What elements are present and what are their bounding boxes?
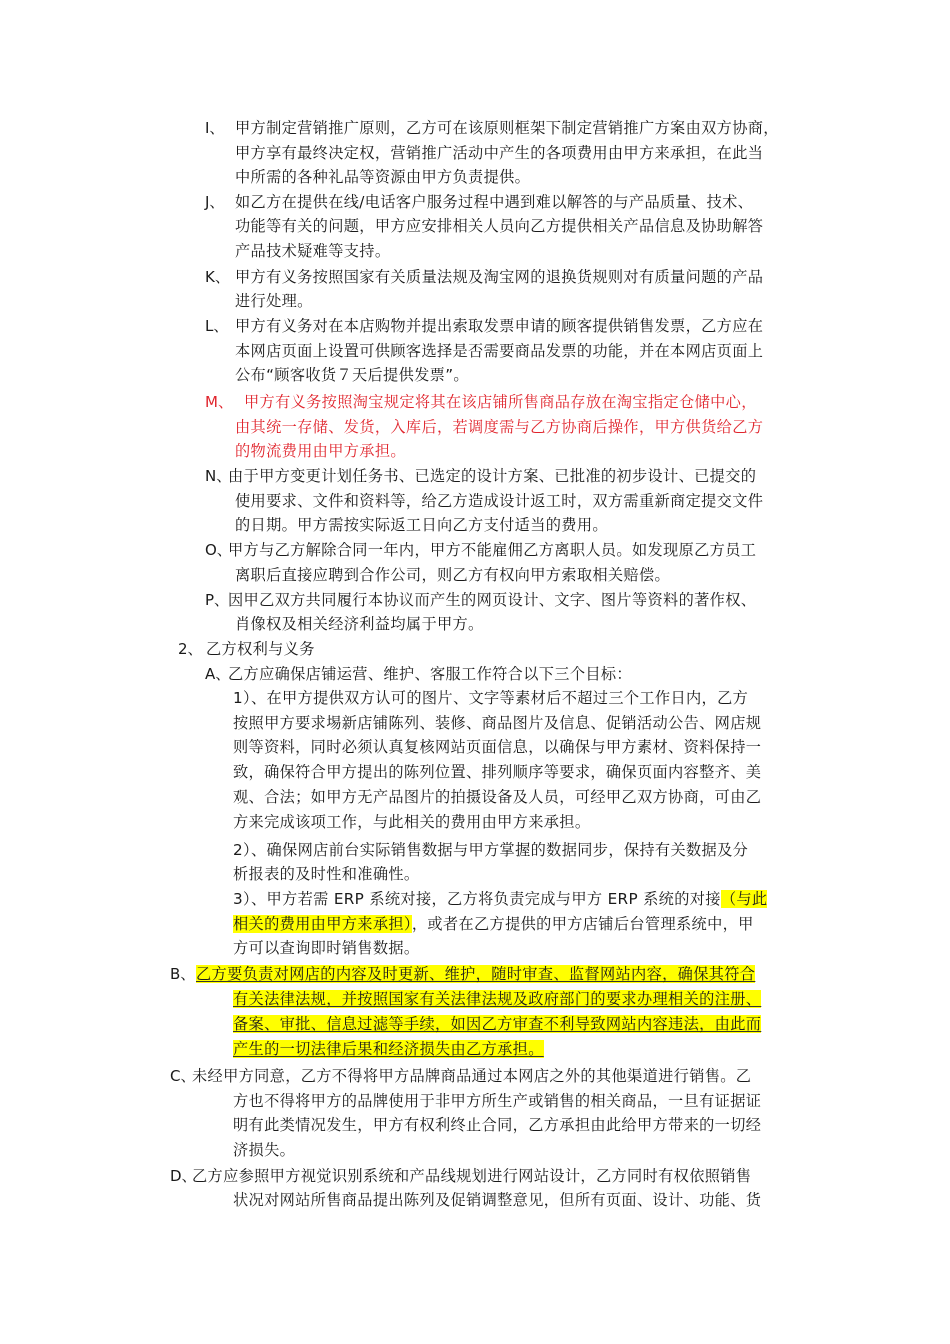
sub-item-1-line: 按照甲方要求埸新店铺陈列、装修、商品图片及信息、促销活动公告、网店规 xyxy=(233,714,762,732)
item-label-d: D、 xyxy=(170,1167,197,1185)
highlighted-text: 有关法律法规，并按照国家有关法律法规及政府部门的要求办理相关的注册、 xyxy=(233,990,762,1008)
item-i-line: 甲方享有最终决定权，营销推广活动中产生的各项费用由甲方来承担，在此当 xyxy=(235,144,764,162)
item-c-line: 明有此类情况发生，甲方有权利终止合同，乙方承担由此给甲方带来的一切经 xyxy=(233,1116,762,1134)
item-j-line: 如乙方在提供在线/电话客户服务过程中遇到难以解答的与产品质量、技术、 xyxy=(235,193,754,211)
highlighted-text: 产生的一切法律后果和经济损失由乙方承担。 xyxy=(233,1040,544,1058)
item-label-k: K、 xyxy=(205,268,230,286)
item-label-p: P、 xyxy=(205,591,230,609)
item-label-b: B、 xyxy=(170,965,196,983)
item-j-line: 产品技术疑难等支持。 xyxy=(235,242,391,260)
item-label-o: O、 xyxy=(205,541,232,559)
sub-item-3-line xyxy=(233,887,767,912)
item-label-l: L、 xyxy=(205,317,229,335)
item-k-line: 甲方有义务按照国家有关质量法规及淘宝网的退换货规则对有质量问题的产品 xyxy=(235,268,764,286)
sub-item-3-line: 方可以查询即时销售数据。 xyxy=(233,939,420,957)
highlighted-text: （与此 xyxy=(720,890,768,908)
section-title: 乙方权利与义务 xyxy=(206,640,315,658)
item-d-line: 乙方应参照甲方视觉识别系统和产品线规划进行网站设计，乙方同时有权依照销售 xyxy=(192,1167,752,1185)
item-n-line: 使用要求、文件和资料等，给乙方造成设计返工时，双方需重新商定提交文件 xyxy=(235,492,764,510)
item-label-i: I、 xyxy=(205,119,225,137)
item-a-text: 乙方应确保店铺运营、维护、客服工作符合以下三个目标： xyxy=(228,665,632,683)
item-label-c: C、 xyxy=(170,1067,196,1085)
item-m-line: 的物流费用由甲方承担。 xyxy=(235,442,406,460)
item-c-line: 济损失。 xyxy=(233,1141,296,1159)
sub-item-1-line: 观、合法；如甲方无产品图片的拍摄设备及人员，可经甲乙双方协商，可由乙 xyxy=(233,788,762,806)
item-m-line: 甲方有义务按照淘宝规定将其在该店铺所售商品存放在淘宝指定仓储中心， xyxy=(244,393,757,411)
item-label-a: A、 xyxy=(205,665,231,683)
item-l-line: 甲方有义务对在本店购物并提出索取发票申请的顾客提供销售发票，乙方应在 xyxy=(235,317,764,335)
sub-item-3-text: 3）、甲方若需 ERP 系统对接，乙方将负责完成与甲方 ERP 系统的对接 xyxy=(233,890,721,908)
item-m-line: 由其统一存储、发货，入库后，若调度需与乙方协商后操作，甲方供货给乙方 xyxy=(235,418,764,436)
sub-item-2-line: 析报表的及时性和准确性。 xyxy=(233,865,420,883)
highlighted-text: 备案、审批、信息过滤等手续，如因乙方审查不利导致网站内容违法，由此而 xyxy=(233,1015,762,1033)
item-n-line: 由于甲方变更计划任务书、已选定的设计方案、已批准的初步设计、已提交的 xyxy=(228,467,757,485)
item-b-line xyxy=(196,962,755,987)
sub-item-3-text: ，或者在乙方提供的甲方店铺后台管理系统中，甲 xyxy=(411,915,754,933)
item-c-line: 方也不得将甲方的品牌使用于非甲方所生产或销售的相关商品，一旦有证据证 xyxy=(233,1092,762,1110)
item-o-line: 甲方与乙方解除合同一年内，甲方不能雇佣乙方离职人员。如发现原乙方员工 xyxy=(228,541,757,559)
item-label-j: J、 xyxy=(205,193,225,211)
item-p-line: 肖像权及相关经济利益均属于甲方。 xyxy=(235,615,484,633)
item-c-line: 未经甲方同意，乙方不得将甲方品牌商品通过本网店之外的其他渠道进行销售。乙 xyxy=(192,1067,752,1085)
item-label-m: M、 xyxy=(205,393,233,411)
highlighted-text: 乙方要负责对网店的内容及时更新、维护，随时审查、监督网站内容，确保其符合 xyxy=(196,965,756,983)
section-label-2: 2、 xyxy=(178,640,203,658)
highlighted-text: 相关的费用由甲方来承担） xyxy=(233,915,412,933)
item-i-line: 中所需的各种礼品等资源由甲方负责提供。 xyxy=(235,168,531,186)
item-d-line: 状况对网站所售商品提出陈列及促销调整意见，但所有页面、设计、功能、货 xyxy=(233,1191,762,1209)
item-label-n: N、 xyxy=(205,467,232,485)
item-l-line: 公布“顾客收货７天后提供发票”。 xyxy=(235,366,469,384)
sub-item-2-line: 2）、确保网店前台实际销售数据与甲方掌握的数据同步，保持有关数据及分 xyxy=(233,841,749,859)
item-b-line xyxy=(233,1037,544,1062)
sub-item-1-line: 方来完成该项工作，与此相关的费用由甲方来承担。 xyxy=(233,813,591,831)
item-b-line xyxy=(233,987,761,1012)
sub-item-1-line: 则等资料，同时必须认真复核网站页面信息，以确保与甲方素材、资料保持一 xyxy=(233,738,762,756)
item-i-line: 甲方制定营销推广原则，乙方可在该原则框架下制定营销推广方案由双方协商， xyxy=(235,119,779,137)
item-k-line: 进行处理。 xyxy=(235,292,313,310)
item-j-line: 功能等有关的问题，甲方应安排相关人员向乙方提供相关产品信息及协助解答 xyxy=(235,217,764,235)
sub-item-3-line xyxy=(233,912,754,937)
item-b-line xyxy=(233,1012,761,1037)
item-n-line: 的日期。甲方需按实际返工日向乙方支付适当的费用。 xyxy=(235,516,608,534)
item-l-line: 本网店页面上设置可供顾客选择是否需要商品发票的功能，并在本网店页面上 xyxy=(235,342,764,360)
sub-item-1-line: 1）、在甲方提供双方认可的图片、文字等素材后不超过三个工作日内，乙方 xyxy=(233,689,749,707)
item-p-line: 因甲乙双方共同履行本协议而产生的网页设计、文字、图片等资料的著作权、 xyxy=(228,591,757,609)
item-o-line: 离职后直接应聘到合作公司，则乙方有权向甲方索取相关赔偿。 xyxy=(235,566,671,584)
sub-item-1-line: 致，确保符合甲方提出的陈列位置、排列顺序等要求，确保页面内容整齐、美 xyxy=(233,763,762,781)
